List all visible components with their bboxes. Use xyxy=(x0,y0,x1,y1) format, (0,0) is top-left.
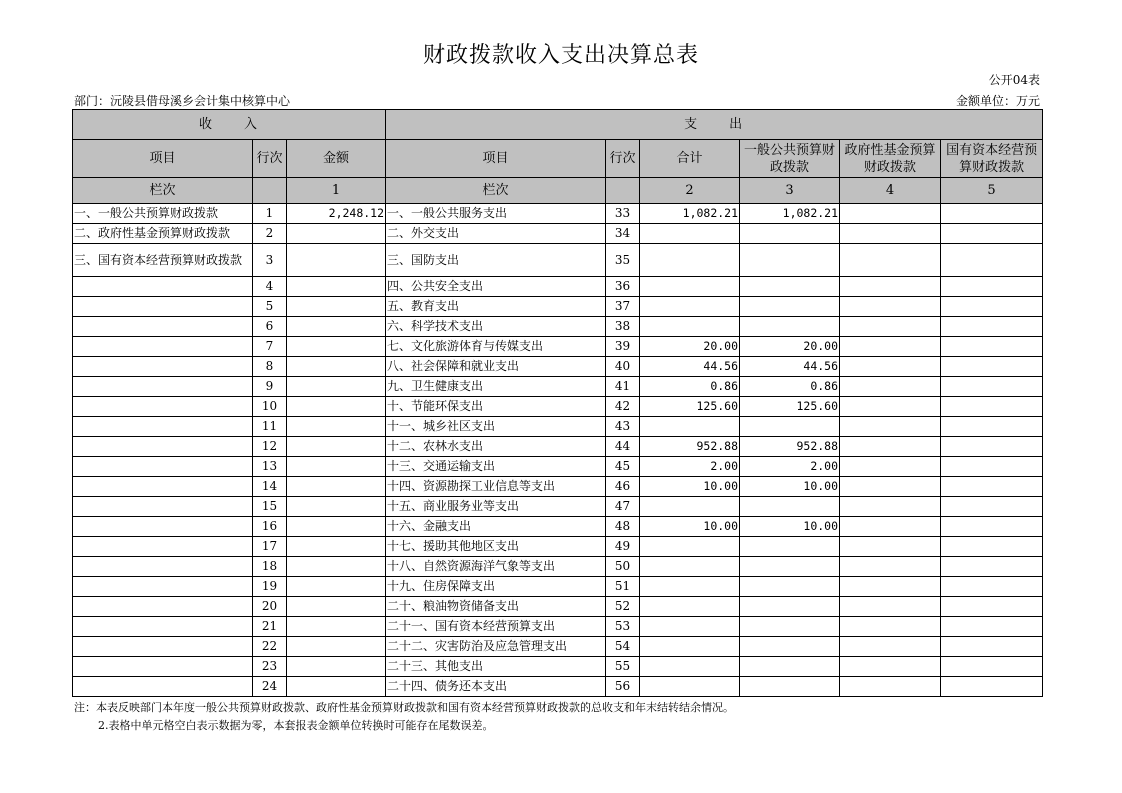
state-capital-cell xyxy=(941,204,1043,224)
income-amount-cell xyxy=(287,417,386,437)
expense-item-cell: 八、社会保障和就业支出 xyxy=(386,357,606,377)
income-line-cell: 15 xyxy=(253,497,287,517)
expense-item-cell: 十一、城乡社区支出 xyxy=(386,417,606,437)
expense-line-cell: 49 xyxy=(606,537,640,557)
gov-fund-cell xyxy=(840,657,941,677)
table-row xyxy=(73,437,1043,457)
total-cell xyxy=(640,497,740,517)
expense-item-header: 项目 xyxy=(386,140,606,178)
general-budget-cell xyxy=(740,557,840,577)
expense-item-cell: 二、外交支出 xyxy=(386,224,606,244)
gov-fund-cell xyxy=(840,677,941,697)
col-index-blank-2 xyxy=(606,178,640,204)
income-line-cell: 12 xyxy=(253,437,287,457)
state-capital-cell xyxy=(941,377,1043,397)
table-row xyxy=(73,337,1043,357)
income-item-cell: 一、一般公共预算财政拨款 xyxy=(73,204,253,224)
state-capital-cell xyxy=(941,457,1043,477)
table-row xyxy=(73,277,1043,297)
col-index-blank xyxy=(253,178,287,204)
state-capital-header: 国有资本经营预算财政拨款 xyxy=(941,140,1043,178)
expense-line-cell: 38 xyxy=(606,317,640,337)
income-item-cell xyxy=(73,677,253,697)
page-title: 财政拨款收入支出决算总表 xyxy=(422,43,699,68)
total-cell xyxy=(640,297,740,317)
total-cell: 125.60 xyxy=(640,397,740,417)
table-row xyxy=(73,597,1043,617)
expense-item-cell: 二十二、灾害防治及应急管理支出 xyxy=(386,637,606,657)
col-index-5: 5 xyxy=(941,178,1043,204)
total-cell xyxy=(640,277,740,297)
income-item-cell xyxy=(73,557,253,577)
expense-item-cell: 二十三、其他支出 xyxy=(386,657,606,677)
gov-fund-cell xyxy=(840,457,941,477)
general-budget-cell: 10.00 xyxy=(740,477,840,497)
table-row xyxy=(73,537,1043,557)
income-item-cell xyxy=(73,357,253,377)
income-item-cell xyxy=(73,277,253,297)
income-item-cell: 三、国有资本经营预算财政拨款 xyxy=(73,244,253,277)
income-line-cell: 5 xyxy=(253,297,287,317)
general-budget-cell: 10.00 xyxy=(740,517,840,537)
income-line-cell: 13 xyxy=(253,457,287,477)
income-amount-cell xyxy=(287,297,386,317)
form-number: 公开04表 xyxy=(988,73,1040,87)
income-line-cell: 10 xyxy=(253,397,287,417)
income-amount-cell xyxy=(287,577,386,597)
total-cell xyxy=(640,677,740,697)
table-row xyxy=(73,637,1043,657)
table-row xyxy=(73,317,1043,337)
expense-item-cell: 十八、自然资源海洋气象等支出 xyxy=(386,557,606,577)
expense-line-cell: 41 xyxy=(606,377,640,397)
expense-line-cell: 45 xyxy=(606,457,640,477)
state-capital-cell xyxy=(941,597,1043,617)
income-amount-cell xyxy=(287,437,386,457)
total-cell xyxy=(640,657,740,677)
expense-line-cell: 34 xyxy=(606,224,640,244)
income-amount-cell xyxy=(287,337,386,357)
general-budget-cell xyxy=(740,617,840,637)
total-cell: 10.00 xyxy=(640,517,740,537)
gov-fund-header: 政府性基金预算财政拨款 xyxy=(840,140,941,178)
state-capital-cell xyxy=(941,357,1043,377)
general-budget-cell: 44.56 xyxy=(740,357,840,377)
expense-item-cell: 六、科学技术支出 xyxy=(386,317,606,337)
table-row xyxy=(73,517,1043,537)
table-row xyxy=(73,297,1043,317)
expense-line-cell: 53 xyxy=(606,617,640,637)
general-budget-cell: 2.00 xyxy=(740,457,840,477)
gov-fund-cell xyxy=(840,397,941,417)
total-cell xyxy=(640,637,740,657)
income-amount-cell xyxy=(287,477,386,497)
general-budget-cell: 20.00 xyxy=(740,337,840,357)
general-budget-cell xyxy=(740,297,840,317)
col-label-income: 栏次 xyxy=(73,178,253,204)
expense-item-cell: 十七、援助其他地区支出 xyxy=(386,537,606,557)
expense-line-cell: 54 xyxy=(606,637,640,657)
income-amount-cell xyxy=(287,397,386,417)
expense-item-cell: 十、节能环保支出 xyxy=(386,397,606,417)
general-budget-cell xyxy=(740,497,840,517)
income-line-cell: 8 xyxy=(253,357,287,377)
income-item-cell xyxy=(73,517,253,537)
state-capital-cell xyxy=(941,437,1043,457)
expense-item-cell: 十五、商业服务业等支出 xyxy=(386,497,606,517)
expense-item-cell: 十九、住房保障支出 xyxy=(386,577,606,597)
income-line-cell: 17 xyxy=(253,537,287,557)
income-amount-cell xyxy=(287,377,386,397)
expense-item-cell: 十四、资源勘探工业信息等支出 xyxy=(386,477,606,497)
income-item-cell xyxy=(73,617,253,637)
gov-fund-cell xyxy=(840,297,941,317)
state-capital-cell xyxy=(941,577,1043,597)
gov-fund-cell xyxy=(840,517,941,537)
income-amount-cell xyxy=(287,557,386,577)
income-amount-cell xyxy=(287,497,386,517)
general-budget-cell xyxy=(740,677,840,697)
general-budget-cell xyxy=(740,597,840,617)
state-capital-cell xyxy=(941,417,1043,437)
state-capital-cell xyxy=(941,677,1043,697)
income-line-cell: 16 xyxy=(253,517,287,537)
table-row xyxy=(73,224,1043,244)
state-capital-cell xyxy=(941,657,1043,677)
header-row-columns xyxy=(73,140,1043,178)
gov-fund-cell xyxy=(840,277,941,297)
income-amount-cell xyxy=(287,224,386,244)
expense-item-cell: 四、公共安全支出 xyxy=(386,277,606,297)
total-cell xyxy=(640,537,740,557)
income-section-header: 收 入 xyxy=(73,110,386,140)
general-budget-cell xyxy=(740,657,840,677)
gov-fund-cell xyxy=(840,337,941,357)
expense-line-cell: 50 xyxy=(606,557,640,577)
income-item-header: 项目 xyxy=(73,140,253,178)
expense-line-cell: 39 xyxy=(606,337,640,357)
state-capital-cell xyxy=(941,317,1043,337)
income-line-cell: 4 xyxy=(253,277,287,297)
gov-fund-cell xyxy=(840,497,941,517)
income-item-cell xyxy=(73,397,253,417)
state-capital-cell xyxy=(941,537,1043,557)
total-cell xyxy=(640,617,740,637)
income-amount-cell xyxy=(287,517,386,537)
table-row xyxy=(73,677,1043,697)
expense-line-cell: 42 xyxy=(606,397,640,417)
col-index-1: 1 xyxy=(287,178,386,204)
expense-line-cell: 35 xyxy=(606,244,640,277)
expense-section-header: 支 出 xyxy=(386,110,1043,140)
general-budget-cell xyxy=(740,244,840,277)
expense-line-cell: 40 xyxy=(606,357,640,377)
total-cell: 1,082.21 xyxy=(640,204,740,224)
income-item-cell xyxy=(73,377,253,397)
income-amount-cell: 2,248.12 xyxy=(287,204,386,224)
total-cell xyxy=(640,317,740,337)
income-line-cell: 22 xyxy=(253,637,287,657)
general-budget-cell xyxy=(740,277,840,297)
budget-table xyxy=(72,109,1043,697)
expense-item-cell: 一、一般公共服务支出 xyxy=(386,204,606,224)
income-item-cell xyxy=(73,597,253,617)
income-line-cell: 1 xyxy=(253,204,287,224)
gov-fund-cell xyxy=(840,357,941,377)
income-line-header: 行次 xyxy=(253,140,287,178)
col-index-2: 2 xyxy=(640,178,740,204)
income-item-cell xyxy=(73,637,253,657)
amount-unit-label: 金额单位：万元 xyxy=(955,94,1040,108)
total-cell xyxy=(640,597,740,617)
total-cell xyxy=(640,244,740,277)
total-cell xyxy=(640,557,740,577)
department-label: 部门：沅陵县借母溪乡会计集中核算中心 xyxy=(74,94,291,108)
table-row xyxy=(73,417,1043,437)
income-line-cell: 2 xyxy=(253,224,287,244)
state-capital-cell xyxy=(941,477,1043,497)
table-row xyxy=(73,577,1043,597)
note-line-2: 2.表格中单元格空白表示数据为零，本套报表金额单位转换时可能存在尾数误差。 xyxy=(98,719,494,732)
income-amount-cell xyxy=(287,244,386,277)
gov-fund-cell xyxy=(840,557,941,577)
col-index-4: 4 xyxy=(840,178,941,204)
general-budget-cell: 1,082.21 xyxy=(740,204,840,224)
general-budget-cell xyxy=(740,537,840,557)
income-item-cell xyxy=(73,417,253,437)
expense-item-cell: 五、教育支出 xyxy=(386,297,606,317)
expense-line-header: 行次 xyxy=(606,140,640,178)
income-line-cell: 21 xyxy=(253,617,287,637)
gov-fund-cell xyxy=(840,437,941,457)
state-capital-cell xyxy=(941,617,1043,637)
income-item-cell: 二、政府性基金预算财政拨款 xyxy=(73,224,253,244)
state-capital-cell xyxy=(941,557,1043,577)
state-capital-cell xyxy=(941,637,1043,657)
expense-item-cell: 十二、农林水支出 xyxy=(386,437,606,457)
income-amount-cell xyxy=(287,317,386,337)
expense-line-cell: 47 xyxy=(606,497,640,517)
income-item-cell xyxy=(73,337,253,357)
gov-fund-cell xyxy=(840,204,941,224)
income-line-cell: 18 xyxy=(253,557,287,577)
table-row xyxy=(73,244,1043,277)
total-cell: 952.88 xyxy=(640,437,740,457)
gov-fund-cell xyxy=(840,577,941,597)
table-row xyxy=(73,557,1043,577)
note-line-1: 注：本表反映部门本年度一般公共预算财政拨款、政府性基金预算财政拨款和国有资本经营预算财政拨款的总收支和年末结转结余情况。 xyxy=(74,701,734,714)
total-cell: 0.86 xyxy=(640,377,740,397)
income-line-cell: 24 xyxy=(253,677,287,697)
col-index-3: 3 xyxy=(740,178,840,204)
expense-item-cell: 二十、粮油物资储备支出 xyxy=(386,597,606,617)
state-capital-cell xyxy=(941,224,1043,244)
total-cell xyxy=(640,224,740,244)
gov-fund-cell xyxy=(840,377,941,397)
header-row-column-index xyxy=(73,178,1043,204)
gov-fund-cell xyxy=(840,477,941,497)
col-label-expense: 栏次 xyxy=(386,178,606,204)
general-budget-cell xyxy=(740,637,840,657)
total-cell: 2.00 xyxy=(640,457,740,477)
general-budget-cell xyxy=(740,317,840,337)
expense-item-cell: 九、卫生健康支出 xyxy=(386,377,606,397)
income-line-cell: 11 xyxy=(253,417,287,437)
expense-line-cell: 36 xyxy=(606,277,640,297)
header-row-section xyxy=(73,110,1043,140)
table-row xyxy=(73,457,1043,477)
income-line-cell: 23 xyxy=(253,657,287,677)
general-budget-cell xyxy=(740,577,840,597)
gov-fund-cell xyxy=(840,637,941,657)
income-item-cell xyxy=(73,297,253,317)
gov-fund-cell xyxy=(840,417,941,437)
income-amount-cell xyxy=(287,657,386,677)
gov-fund-cell xyxy=(840,244,941,277)
general-budget-cell: 0.86 xyxy=(740,377,840,397)
table-row xyxy=(73,357,1043,377)
table-row xyxy=(73,377,1043,397)
income-amount-cell xyxy=(287,637,386,657)
state-capital-cell xyxy=(941,397,1043,417)
income-amount-cell xyxy=(287,277,386,297)
total-cell: 20.00 xyxy=(640,337,740,357)
table-row xyxy=(73,617,1043,637)
general-budget-cell: 125.60 xyxy=(740,397,840,417)
income-line-cell: 9 xyxy=(253,377,287,397)
expense-line-cell: 48 xyxy=(606,517,640,537)
table-row xyxy=(73,397,1043,417)
total-header: 合计 xyxy=(640,140,740,178)
table-row xyxy=(73,657,1043,677)
gov-fund-cell xyxy=(840,537,941,557)
gov-fund-cell xyxy=(840,597,941,617)
income-amount-cell xyxy=(287,677,386,697)
state-capital-cell xyxy=(941,337,1043,357)
income-line-cell: 7 xyxy=(253,337,287,357)
expense-line-cell: 44 xyxy=(606,437,640,457)
expense-line-cell: 52 xyxy=(606,597,640,617)
general-budget-cell: 952.88 xyxy=(740,437,840,457)
table-row xyxy=(73,477,1043,497)
gov-fund-cell xyxy=(840,317,941,337)
income-item-cell xyxy=(73,437,253,457)
general-budget-cell xyxy=(740,417,840,437)
gov-fund-cell xyxy=(840,617,941,637)
total-cell: 44.56 xyxy=(640,357,740,377)
income-line-cell: 14 xyxy=(253,477,287,497)
income-line-cell: 6 xyxy=(253,317,287,337)
state-capital-cell xyxy=(941,244,1043,277)
state-capital-cell xyxy=(941,497,1043,517)
general-budget-header: 一般公共预算财政拨款 xyxy=(740,140,840,178)
income-item-cell xyxy=(73,577,253,597)
income-amount-cell xyxy=(287,457,386,477)
income-item-cell xyxy=(73,477,253,497)
expense-item-cell: 十三、交通运输支出 xyxy=(386,457,606,477)
expense-line-cell: 43 xyxy=(606,417,640,437)
table-row xyxy=(73,204,1043,224)
expense-line-cell: 51 xyxy=(606,577,640,597)
income-amount-cell xyxy=(287,597,386,617)
total-cell xyxy=(640,417,740,437)
general-budget-cell xyxy=(740,224,840,244)
expense-line-cell: 46 xyxy=(606,477,640,497)
expense-item-cell: 十六、金融支出 xyxy=(386,517,606,537)
income-amount-cell xyxy=(287,537,386,557)
income-item-cell xyxy=(73,497,253,517)
table-row xyxy=(73,497,1043,517)
income-amount-cell xyxy=(287,357,386,377)
expense-item-cell: 七、文化旅游体育与传媒支出 xyxy=(386,337,606,357)
expense-item-cell: 二十一、国有资本经营预算支出 xyxy=(386,617,606,637)
expense-line-cell: 56 xyxy=(606,677,640,697)
expense-item-cell: 三、国防支出 xyxy=(386,244,606,277)
expense-line-cell: 55 xyxy=(606,657,640,677)
income-item-cell xyxy=(73,537,253,557)
income-line-cell: 3 xyxy=(253,244,287,277)
gov-fund-cell xyxy=(840,224,941,244)
income-item-cell xyxy=(73,657,253,677)
state-capital-cell xyxy=(941,517,1043,537)
income-line-cell: 19 xyxy=(253,577,287,597)
income-amount-header: 金额 xyxy=(287,140,386,178)
income-item-cell xyxy=(73,457,253,477)
income-amount-cell xyxy=(287,617,386,637)
income-item-cell xyxy=(73,317,253,337)
expense-line-cell: 37 xyxy=(606,297,640,317)
state-capital-cell xyxy=(941,297,1043,317)
expense-line-cell: 33 xyxy=(606,204,640,224)
expense-item-cell: 二十四、债务还本支出 xyxy=(386,677,606,697)
total-cell: 10.00 xyxy=(640,477,740,497)
state-capital-cell xyxy=(941,277,1043,297)
total-cell xyxy=(640,577,740,597)
income-line-cell: 20 xyxy=(253,597,287,617)
